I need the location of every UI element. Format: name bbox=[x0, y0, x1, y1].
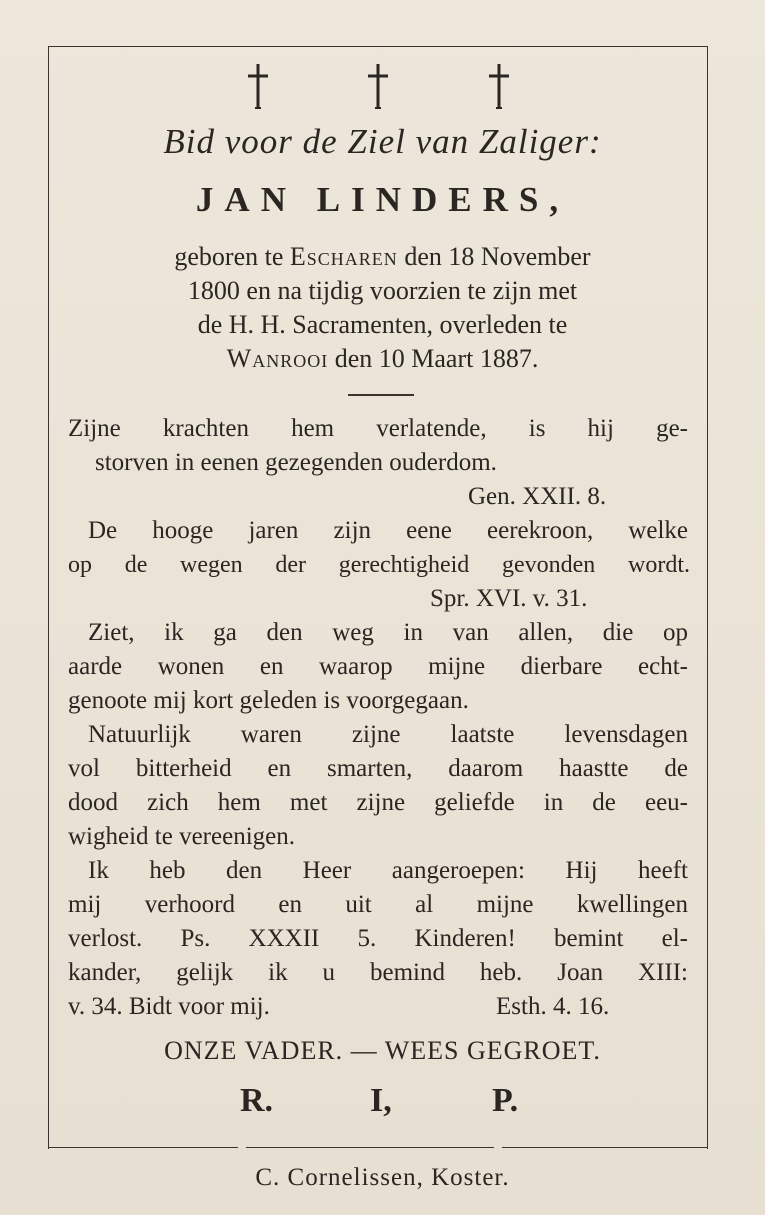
birth-line-3: de H. H. Sacramenten, overleden te bbox=[197, 310, 568, 339]
rip-r: R. bbox=[240, 1082, 274, 1119]
death-place: Wanrooi bbox=[226, 344, 329, 373]
birth-place: Escharen bbox=[289, 242, 398, 271]
p3-line-2: aarde wonen en waarop mijne dierbare echt- bbox=[68, 653, 688, 680]
p4-line-1: Natuurlijk waren zijne laatste levensdagen bbox=[88, 721, 688, 748]
p5-line-2: mij verhoord en uit al mijne kwellingen bbox=[68, 891, 688, 918]
cross-icon bbox=[363, 62, 393, 110]
p4-line-3: dood zich hem met zijne geliefde in de eeu- bbox=[68, 789, 688, 816]
closing-prayer: ONZE VADER. — WEES GEGROET. bbox=[164, 1036, 601, 1065]
bottom-border-right bbox=[502, 1147, 708, 1148]
bottom-border-middle bbox=[246, 1147, 494, 1148]
death-text: den 10 Maart 1887. bbox=[328, 344, 539, 373]
cross-icon bbox=[243, 62, 273, 110]
printer-credit: C. Cornelissen, Koster. bbox=[255, 1164, 510, 1191]
top-border bbox=[48, 46, 708, 47]
p2-reference: Spr. XVI. v. 31. bbox=[430, 585, 588, 612]
rip-line bbox=[0, 1082, 765, 1132]
deceased-name: JAN LINDERS, bbox=[195, 180, 570, 219]
birth-line-1 bbox=[0, 240, 765, 274]
bottom-border-left bbox=[48, 1147, 238, 1148]
p5-line-5b: Esth. 4. 16. bbox=[496, 993, 610, 1020]
p3-line-1: Ziet, ik ga den weg in van allen, die op bbox=[88, 619, 688, 646]
birth-line-2: 1800 en na tijdig voorzien te zijn met bbox=[187, 276, 578, 305]
p2-line-1: De hooge jaren zijn eene eerekroon, welke bbox=[88, 517, 688, 544]
p5-line-4: kander, gelijk ik u bemind heb. Joan XIII: bbox=[68, 959, 688, 986]
p5-line-1: Ik heb den Heer aangeroepen: Hij heeft bbox=[88, 857, 688, 884]
p2-line-2: op de wegen der gerechtigheid gevonden wordt. bbox=[68, 552, 690, 578]
rip-p: P. bbox=[492, 1082, 519, 1119]
p4-line-2: vol bitterheid en smarten, daarom haastte de bbox=[68, 755, 688, 782]
birth-text-a: geboren te bbox=[174, 242, 290, 271]
divider-rule bbox=[348, 394, 414, 396]
p5-line-5a: v. 34. Bidt voor mij. bbox=[68, 993, 270, 1020]
p1-line-2: storven in eenen gezegenden ouderdom. bbox=[95, 449, 497, 476]
p5-line-3: verlost. Ps. XXXII 5. Kinderen! bemint el- bbox=[68, 925, 688, 952]
p3-line-3: genoote mij kort geleden is voorgegaan. bbox=[68, 687, 469, 714]
p1-line-1: Zijne krachten hem verlatende, is hij ge- bbox=[68, 415, 688, 442]
rip-i: I, bbox=[370, 1082, 392, 1119]
p4-line-4: wigheid te vereenigen. bbox=[68, 823, 295, 850]
invocation-heading: Bid voor de Ziel van Zaliger: bbox=[163, 122, 602, 161]
birth-text-b: den 18 November bbox=[397, 242, 591, 271]
death-line bbox=[0, 342, 765, 376]
crosses-row bbox=[0, 62, 765, 112]
cross-icon bbox=[484, 62, 514, 110]
p1-reference: Gen. XXII. 8. bbox=[468, 483, 607, 510]
